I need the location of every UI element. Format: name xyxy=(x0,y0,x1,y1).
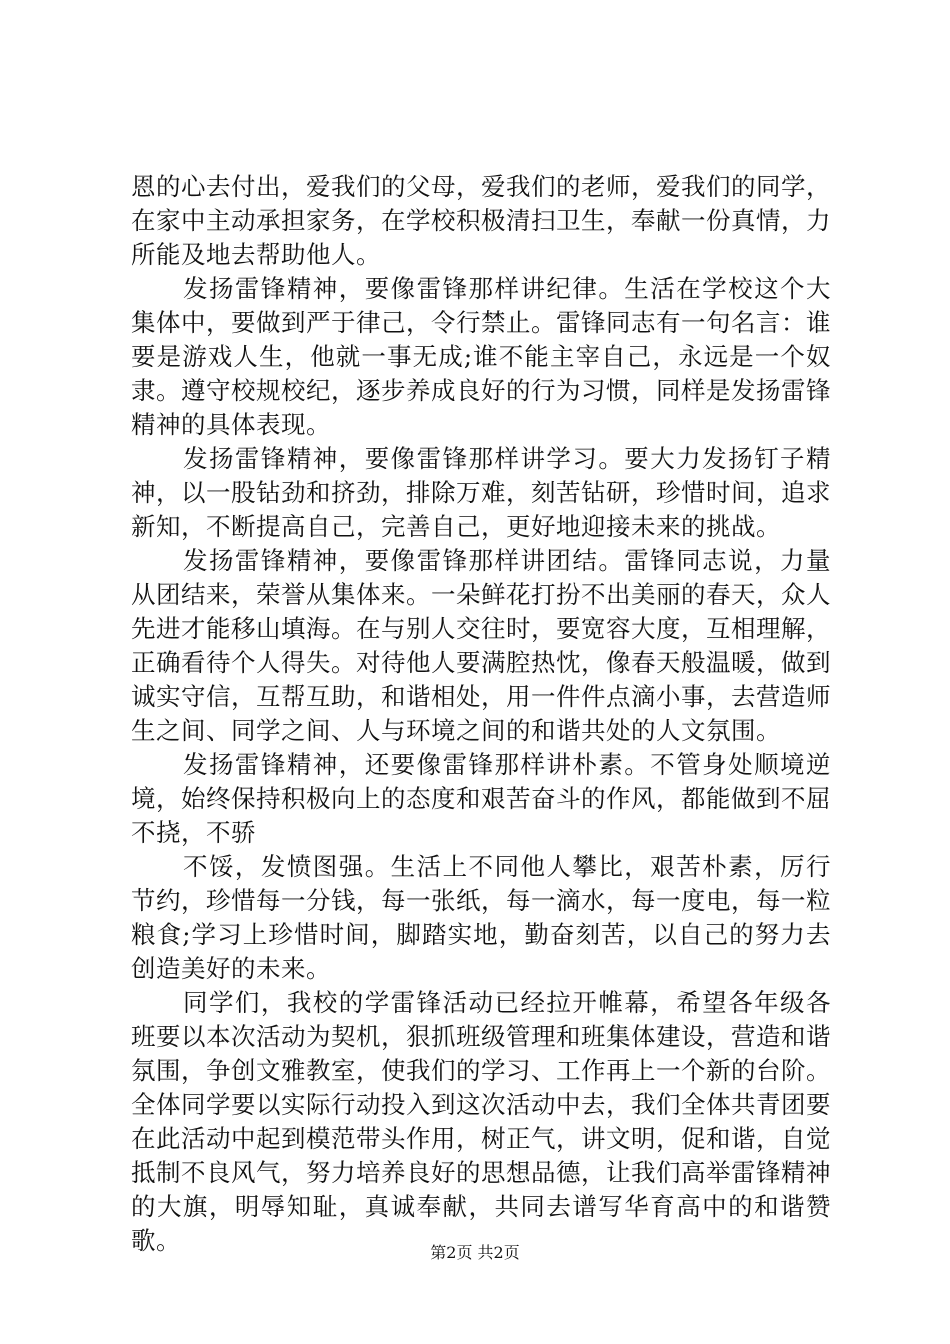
paragraph-6: 不馁，发愤图强。生活上不同他人攀比，艰苦朴素，厉行节约，珍惜每一分钱，每一张纸，每一滴水，每一度电，每一粒粮食;学习上珍惜时间，脚踏实地，勤奋刻苦，以自己的努力去创造美好的未来。 xyxy=(131,852,831,983)
paragraph-3: 发扬雷锋精神，要像雷锋那样讲学习。要大力发扬钉子精神，以一股钻劲和挤劲，排除万难，刻苦钻研，珍惜时间，追求新知，不断提高自己，完善自己，更好地迎接未来的挑战。 xyxy=(131,444,831,541)
document-body xyxy=(131,170,831,1258)
paragraph-5: 发扬雷锋精神，还要像雷锋那样讲朴素。不管身处顺境逆境，始终保持积极向上的态度和艰苦奋斗的作风，都能做到不屈不挠，不骄 xyxy=(131,750,831,847)
page-number-footer: 第2页 共2页 xyxy=(430,1243,520,1262)
paragraph-7: 同学们，我校的学雷锋活动已经拉开帷幕，希望各年级各班要以本次活动为契机，狠抓班级管理和班集体建设，营造和谐氛围，争创文雅教室，使我们的学习、工作再上一个新的台阶。全体同学要以实际行动投入到这次活动中去，我们全体共青团要在此活动中起到模范带头作用，树正气，讲文明，促和谐，自觉抵制不良风气，努力培养良好的思想品德，让我们高举雷锋精神的大旗，明辱知耻，真诚奉献，共同去谱写华育高中的和谐赞歌。 xyxy=(131,988,831,1255)
paragraph-4: 发扬雷锋精神，要像雷锋那样讲团结。雷锋同志说，力量从团结来，荣誉从集体来。一朵鲜花打扮不出美丽的春天，众人先进才能移山填海。在与别人交往时，要宽容大度，互相理解，正确看待个人得失。对待他人要满腔热忱，像春天般温暖，做到诚实守信，互帮互助，和谐相处，用一件件点滴小事，去营造师生之间、同学之间、人与环境之间的和谐共处的人文氛围。 xyxy=(131,546,831,745)
paragraph-1: 恩的心去付出，爱我们的父母，爱我们的老师，爱我们的同学，在家中主动承担家务，在学校积极清扫卫生，奉献一份真情，力所能及地去帮助他人。 xyxy=(131,172,831,269)
paragraph-2: 发扬雷锋精神，要像雷锋那样讲纪律。生活在学校这个大集体中，要做到严于律己，令行禁止。雷锋同志有一句名言：谁要是游戏人生，他就一事无成;谁不能主宰自己，永远是一个奴隶。遵守校规校纪，逐步养成良好的行为习惯，同样是发扬雷锋精神的具体表现。 xyxy=(131,274,831,439)
